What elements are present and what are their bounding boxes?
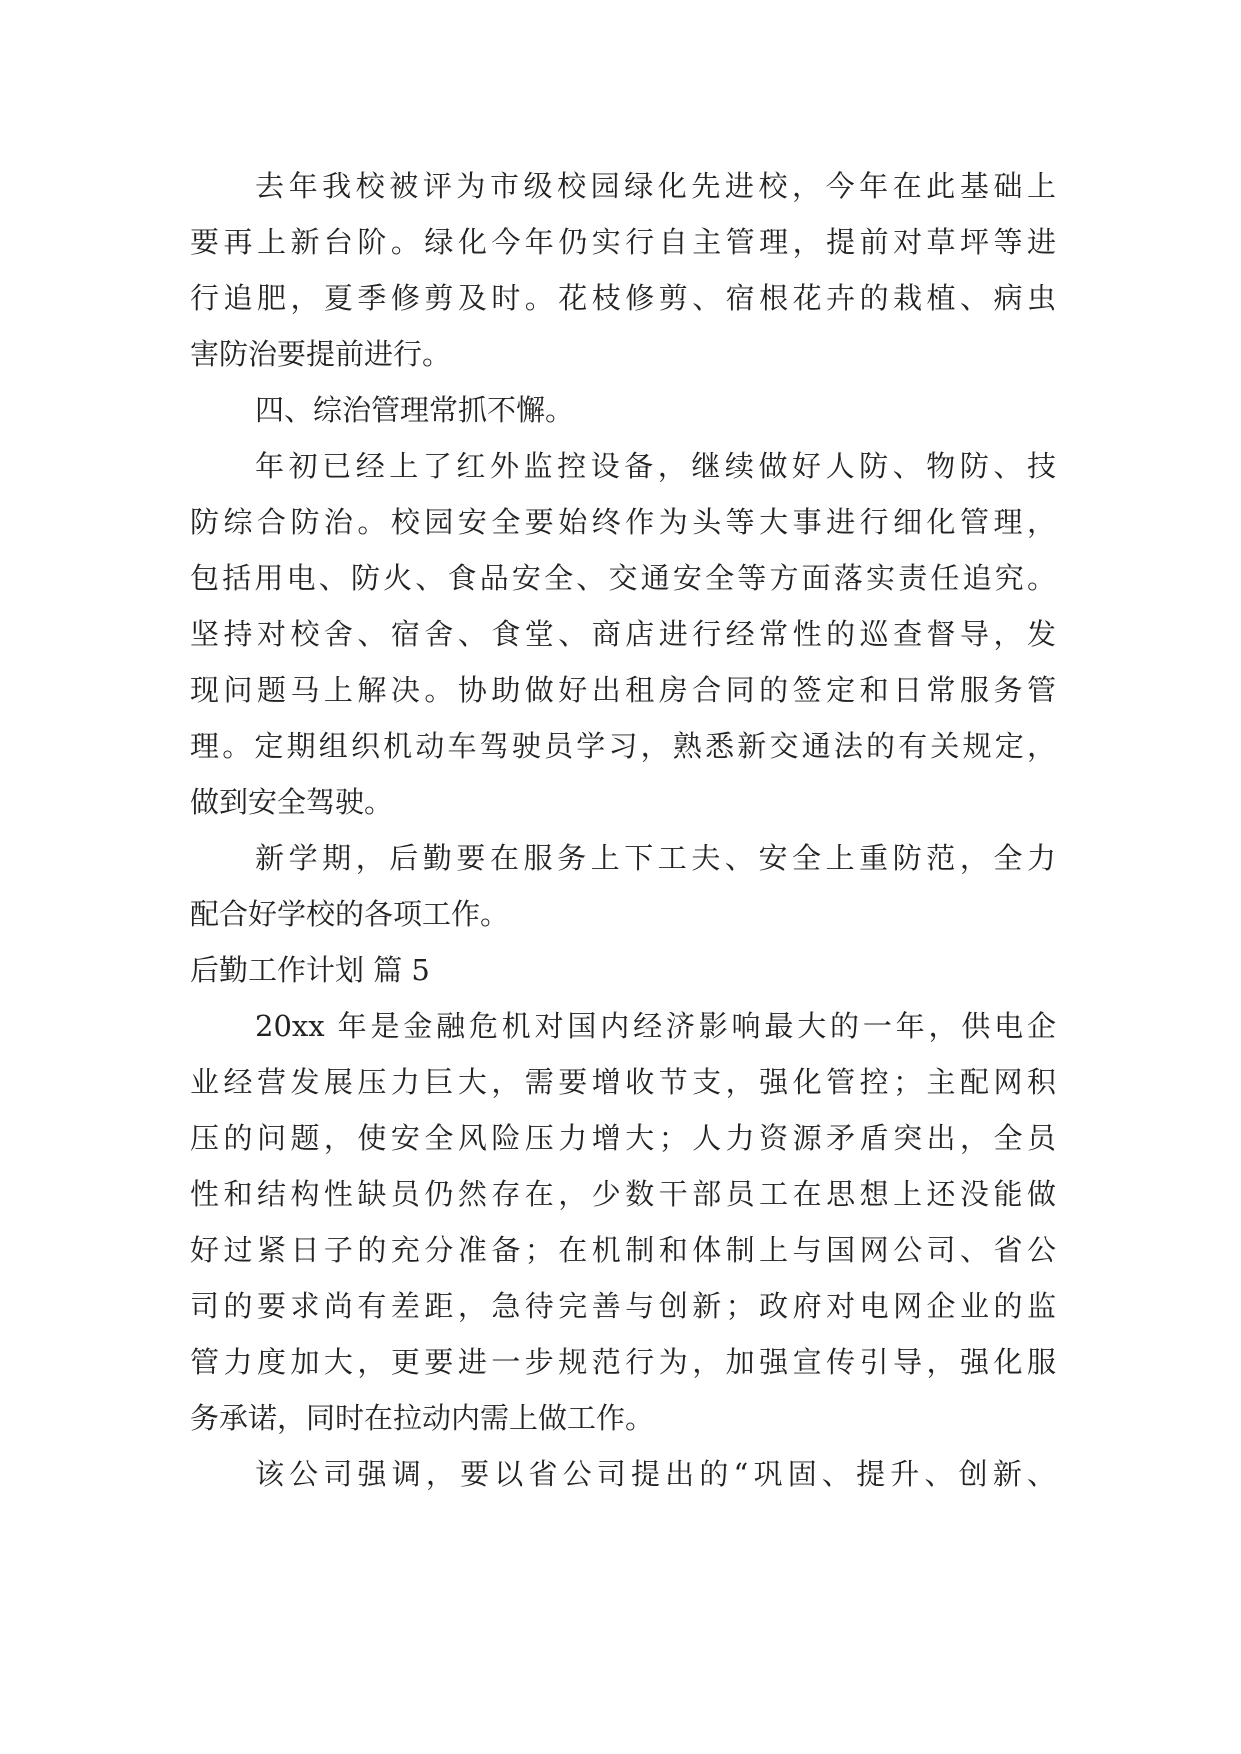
paragraph-line: 行追肥，夏季修剪及时。花枝修剪、宿根花卉的栽植、病虫	[190, 281, 1056, 315]
paragraph-line: 现问题马上解决。协助做好出租房合同的签定和日常服务管	[190, 673, 1056, 707]
paragraph-line: 业经营发展压力巨大，需要增收节支，强化管控；主配网积	[190, 1065, 1056, 1099]
paragraph-line: 司的要求尚有差距，急待完善与创新；政府对电网企业的监	[190, 1289, 1056, 1323]
paragraph-line: 该公司强调，要以省公司提出的“巩固、提升、创新、	[255, 1457, 1056, 1491]
section-heading: 四、综治管理常抓不懈。	[255, 393, 575, 427]
paragraph-line: 做到安全驾驶。	[190, 785, 394, 819]
paragraph-line: 要再上新台阶。绿化今年仍实行自主管理，提前对草坪等进	[190, 225, 1056, 259]
paragraph-line: 包括用电、防火、食品安全、交通安全等方面落实责任追究。	[190, 561, 1056, 595]
paragraph-line: 防综合防治。校园安全要始终作为头等大事进行细化管理，	[190, 505, 1056, 539]
paragraph-line: 去年我校被评为市级校园绿化先进校，今年在此基础上	[255, 169, 1056, 203]
paragraph-line: 年初已经上了红外监控设备，继续做好人防、物防、技	[255, 449, 1056, 483]
paragraph-line: 配合好学校的各项工作。	[190, 897, 510, 931]
paragraph-line: 20xx 年是金融危机对国内经济影响最大的一年，供电企	[255, 1009, 1056, 1043]
paragraph-line: 害防治要提前进行。	[190, 337, 452, 371]
paragraph-line: 新学期，后勤要在服务上下工夫、安全上重防范，全力	[255, 841, 1056, 875]
paragraph-line: 好过紧日子的充分准备；在机制和体制上与国网公司、省公	[190, 1233, 1056, 1267]
paragraph-line: 压的问题，使安全风险压力增大；人力资源矛盾突出，全员	[190, 1121, 1056, 1155]
paragraph-line: 坚持对校舍、宿舍、食堂、商店进行经常性的巡查督导，发	[190, 617, 1056, 651]
paragraph-line: 管力度加大，更要进一步规范行为，加强宣传引导，强化服	[190, 1345, 1056, 1379]
article-title: 后勤工作计划 篇 5	[190, 953, 430, 987]
paragraph-line: 理。定期组织机动车驾驶员学习，熟悉新交通法的有关规定，	[190, 729, 1056, 763]
paragraph-line: 务承诺，同时在拉动内需上做工作。	[190, 1401, 655, 1435]
paragraph-line: 性和结构性缺员仍然存在，少数干部员工在思想上还没能做	[190, 1177, 1056, 1211]
